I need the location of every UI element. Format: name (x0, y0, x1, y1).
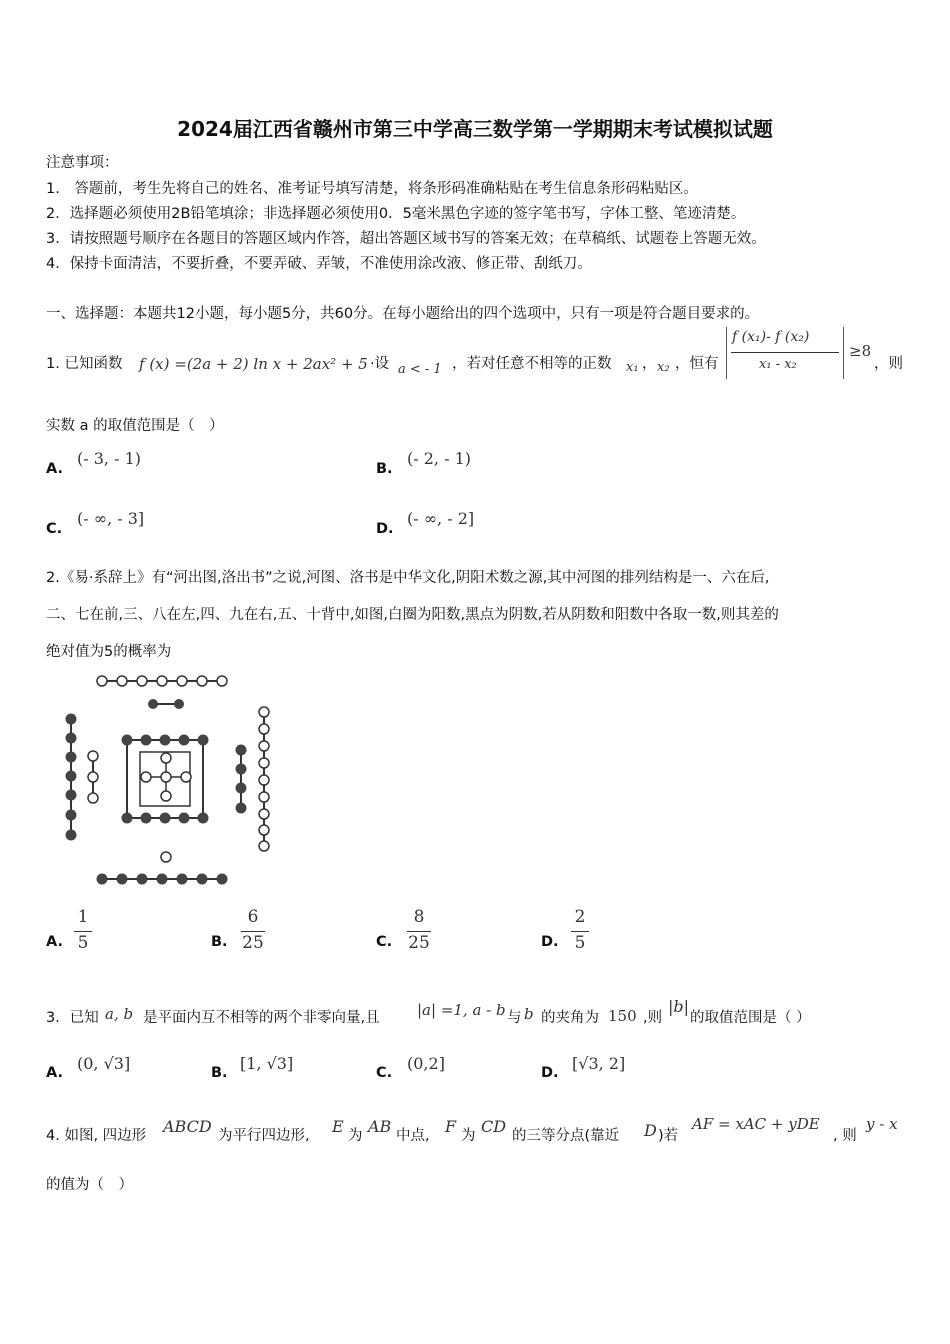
q3-text-5: ,则 (643, 1010, 663, 1026)
q3-option-a-value: (0, √3] (77, 1054, 131, 1073)
q1-x2: x₂ (657, 360, 670, 375)
notice-item-4: 4．保持卡面清洁，不要折叠，不要弄破、弄皱，不准使用涂改液、修正带、刮纸刀。 (46, 256, 592, 272)
q3-option-d-label: D. (541, 1065, 559, 1081)
q2-option-a-label: A. (46, 934, 63, 950)
q3-option-c-label: C. (376, 1065, 393, 1081)
notice-item-1: 1. 答题前，考生先将自己的姓名、准考证号填写清楚，将条形码准确粘贴在考生信息条形码粘贴区。 (46, 181, 698, 197)
q4-text-7: )若 (658, 1128, 679, 1144)
q3-text-2: 是平面内互不相等的两个非零向量,且 (143, 1010, 380, 1026)
q1-text-5: ，则 (874, 356, 903, 372)
q3-option-d-value: [√3, 2] (572, 1054, 626, 1073)
q4-e: E (332, 1117, 344, 1136)
notice-heading: 注意事项： (46, 155, 119, 171)
q2-option-c-den: 25 (408, 933, 430, 953)
q1-condition: a < - 1 (398, 362, 442, 377)
notice-item-3: 3．请按照题号顺序在各题目的答题区域内作答，超出答题区域书写的答案无效；在草稿纸、试题卷上答题无效。 (46, 231, 766, 247)
q4-text-4: 中点, (396, 1128, 430, 1144)
q4-text-8: , 则 (833, 1128, 857, 1144)
q1-option-c-value: (- ∞, - 3] (77, 509, 145, 528)
q3-text-4: 的夹角为 (541, 1010, 599, 1026)
q4-d: D (644, 1121, 657, 1140)
q2-option-a-line (74, 931, 92, 932)
q3-option-a-label: A. (46, 1065, 63, 1081)
q3-text-3: 与 (507, 1010, 522, 1026)
q4-ab: AB (368, 1117, 392, 1136)
q3-vectors: a, b (105, 1005, 134, 1023)
q2-option-b-label: B. (211, 934, 228, 950)
q2-option-d-label: D. (541, 934, 559, 950)
q3-option-c-value: (0,2] (407, 1054, 445, 1073)
q1-option-b-value: (- 2, - 1) (407, 449, 471, 468)
q1-text-4: ，恒有 (675, 356, 719, 372)
q2-option-c-num: 8 (413, 907, 425, 927)
q1-line-2: 实数 a 的取值范围是（ ） (46, 418, 224, 434)
q4-f: F (445, 1117, 457, 1136)
q3-option-b-label: B. (211, 1065, 228, 1081)
q1-text-2: ·设 (370, 356, 390, 372)
q2-option-a-den: 5 (77, 933, 89, 953)
q1-function: f (x) =(2a + 2) ln x + 2ax² + 5 (139, 355, 368, 373)
abs-bar-left (726, 327, 727, 379)
q3-abs-b: |b| (668, 997, 690, 1016)
q2-option-a-num: 1 (77, 907, 89, 927)
section-heading: 一、选择题：本题共12小题，每小题5分，共60分。在每小题给出的四个选项中，只有一项是符合题目要求的。 (46, 306, 760, 322)
q4-text-5: 为 (461, 1128, 476, 1144)
q4-text-3: 为 (348, 1128, 363, 1144)
q1-frac-numerator: f (x₁)- f (x₂) (732, 329, 810, 345)
hetu-diagram (55, 670, 285, 895)
q2-option-d-num: 2 (574, 907, 586, 927)
q3-text-1: 3．已知 (46, 1010, 99, 1026)
q1-option-b-label: B. (376, 461, 393, 477)
q1-x1: x₁ (626, 360, 639, 375)
q1-text-1: 1. 已知函数 (46, 356, 123, 372)
q2-option-b-den: 25 (242, 933, 264, 953)
q1-option-a-value: (- 3, - 1) (77, 449, 141, 468)
q1-option-d-value: (- ∞, - 2] (407, 509, 475, 528)
q2-option-c-line (407, 931, 431, 932)
q3-text-6: 的取值范围是（ ） (690, 1010, 811, 1026)
q1-frac-line (731, 352, 839, 353)
q4-y-minus-x: y - x (866, 1115, 898, 1133)
q4-text-2: 为平行四边形, (218, 1128, 310, 1144)
q1-option-a-label: A. (46, 461, 63, 477)
q4-abcd: ABCD (163, 1117, 212, 1136)
q2-option-c-label: C. (376, 934, 393, 950)
q2-option-d-den: 5 (574, 933, 586, 953)
notice-item-2: 2．选择题必须使用2B铅笔填涂；非选择题必须使用0．5毫米黑色字迹的签字笔书写，字体工整、笔迹清楚。 (46, 206, 746, 222)
abs-bar-right (843, 327, 844, 379)
q2-option-b-line (241, 931, 265, 932)
q1-text-3: ，若对任意不相等的正数 (452, 356, 612, 372)
q3-angle: 150 (608, 1007, 637, 1025)
q2-line-1: 2.《易·系辞上》有“河出图,洛出书”之说,河图、洛书是中华文化,阴阳术数之源,其中河图的排列结构是一、六在后, (46, 570, 770, 586)
q4-equation: AF = xAC + yDE (692, 1115, 820, 1133)
q3-b: b (524, 1005, 534, 1023)
page-title: 2024届江西省赣州市第三中学高三数学第一学期期末考试模拟试题 (177, 117, 773, 141)
q2-line-2: 二、七在前,三、八在左,四、九在右,五、十背中,如图,白圈为阳数,黑点为阴数,若从阴数和阳数中各取一数,则其差的 (46, 607, 779, 623)
q3-option-b-value: [1, √3] (240, 1054, 294, 1073)
q1-option-c-label: C. (46, 521, 63, 537)
q2-option-d-line (571, 931, 589, 932)
q1-option-d-label: D. (376, 521, 394, 537)
q4-text-6: 的三等分点(靠近 (512, 1128, 620, 1144)
q4-line-2: 的值为（ ） (46, 1177, 133, 1193)
q3-condition: |a| =1, a - b (417, 1001, 506, 1019)
q2-option-b-num: 6 (247, 907, 259, 927)
q1-comma: ， (642, 356, 657, 372)
q4-text-1: 4. 如图, 四边形 (46, 1128, 147, 1144)
q1-ge: ≥8 (849, 342, 872, 360)
q4-cd: CD (481, 1117, 507, 1136)
q1-frac-denominator: x₁ - x₂ (759, 357, 797, 372)
q2-line-3: 绝对值为5的概率为 (46, 644, 172, 660)
